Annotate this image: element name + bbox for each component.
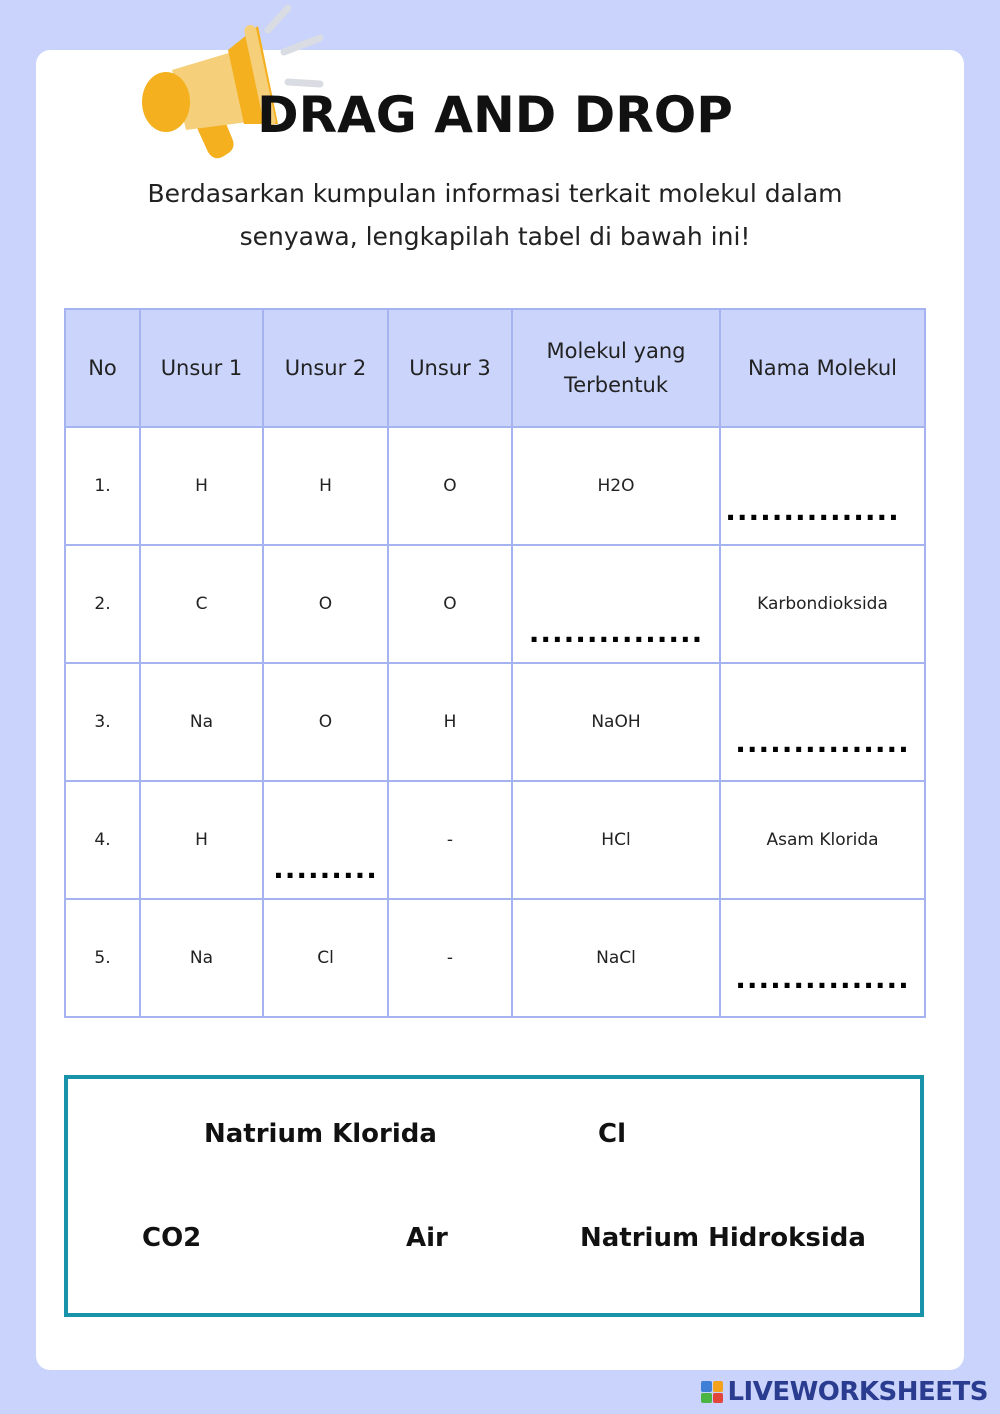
cell-unsur-1: H [140, 427, 263, 545]
cell-molekul: HCl [512, 781, 720, 899]
blank-placeholder: ............... [725, 494, 900, 527]
drop-target-unsur-2-4[interactable] [263, 781, 388, 899]
blank-placeholder: ......... [273, 852, 378, 885]
brand-name: LIVEWORKSHEETS [727, 1377, 988, 1407]
cell-nama: Karbondioksida [720, 545, 925, 663]
megaphone-icon [136, 0, 336, 170]
instructions-line-1: Berdasarkan kumpulan informasi terkait molekul dalam [147, 179, 843, 208]
header-molekul-line-2: Terbentuk [563, 373, 669, 397]
instructions-line-2: senyawa, lengkapilah tabel di bawah ini! [239, 222, 751, 251]
cell-unsur-3: O [388, 545, 512, 663]
cell-unsur-1: C [140, 545, 263, 663]
cell-no: 4. [65, 781, 140, 899]
cell-no: 5. [65, 899, 140, 1017]
cell-molekul: NaOH [512, 663, 720, 781]
blank-placeholder: ............... [735, 726, 910, 759]
header-unsur-2: Unsur 2 [263, 309, 388, 427]
blank-placeholder: ............... [735, 962, 910, 995]
drag-word-air[interactable]: Air [406, 1223, 448, 1253]
cell-unsur-1: H [140, 781, 263, 899]
cell-unsur-2: H [263, 427, 388, 545]
cell-unsur-2: O [263, 663, 388, 781]
header-unsur-3: Unsur 3 [388, 309, 512, 427]
liveworksheets-logo-icon [701, 1381, 723, 1403]
header-molekul [512, 309, 720, 427]
liveworksheets-brand [701, 1376, 988, 1408]
cell-unsur-2: Cl [263, 899, 388, 1017]
drag-word-co2[interactable]: CO2 [142, 1223, 202, 1253]
drop-target-molekul-2[interactable] [512, 545, 720, 663]
cell-unsur-1: Na [140, 899, 263, 1017]
cell-unsur-3: O [388, 427, 512, 545]
cell-unsur-3: H [388, 663, 512, 781]
header-molekul-line-1: Molekul yang [546, 339, 686, 363]
word-bank [64, 1075, 924, 1317]
cell-molekul: H2O [512, 427, 720, 545]
drop-target-nama-1[interactable] [720, 427, 925, 545]
table-row [65, 663, 925, 781]
table-header-row [65, 309, 925, 427]
cell-unsur-1: Na [140, 663, 263, 781]
header-no: No [65, 309, 140, 427]
instructions [100, 172, 890, 258]
table-row [65, 899, 925, 1017]
cell-no: 3. [65, 663, 140, 781]
header-unsur-1: Unsur 1 [140, 309, 263, 427]
drop-target-nama-3[interactable] [720, 663, 925, 781]
table-row [65, 781, 925, 899]
header-nama-molekul: Nama Molekul [720, 309, 925, 427]
cell-nama: Asam Klorida [720, 781, 925, 899]
drag-word-cl[interactable]: Cl [598, 1119, 626, 1149]
page-title: DRAG AND DROP [257, 86, 733, 144]
table-row [65, 545, 925, 663]
cell-unsur-2: O [263, 545, 388, 663]
blank-placeholder: ............... [528, 616, 704, 649]
cell-unsur-3: - [388, 899, 512, 1017]
cell-molekul: NaCl [512, 899, 720, 1017]
cell-no: 1. [65, 427, 140, 545]
table-row [65, 427, 925, 545]
molecule-table [64, 308, 926, 1018]
cell-unsur-3: - [388, 781, 512, 899]
drag-word-natrium-klorida[interactable]: Natrium Klorida [204, 1119, 437, 1149]
drop-target-nama-5[interactable] [720, 899, 925, 1017]
drag-word-natrium-hidroksida[interactable]: Natrium Hidroksida [580, 1223, 866, 1253]
cell-no: 2. [65, 545, 140, 663]
